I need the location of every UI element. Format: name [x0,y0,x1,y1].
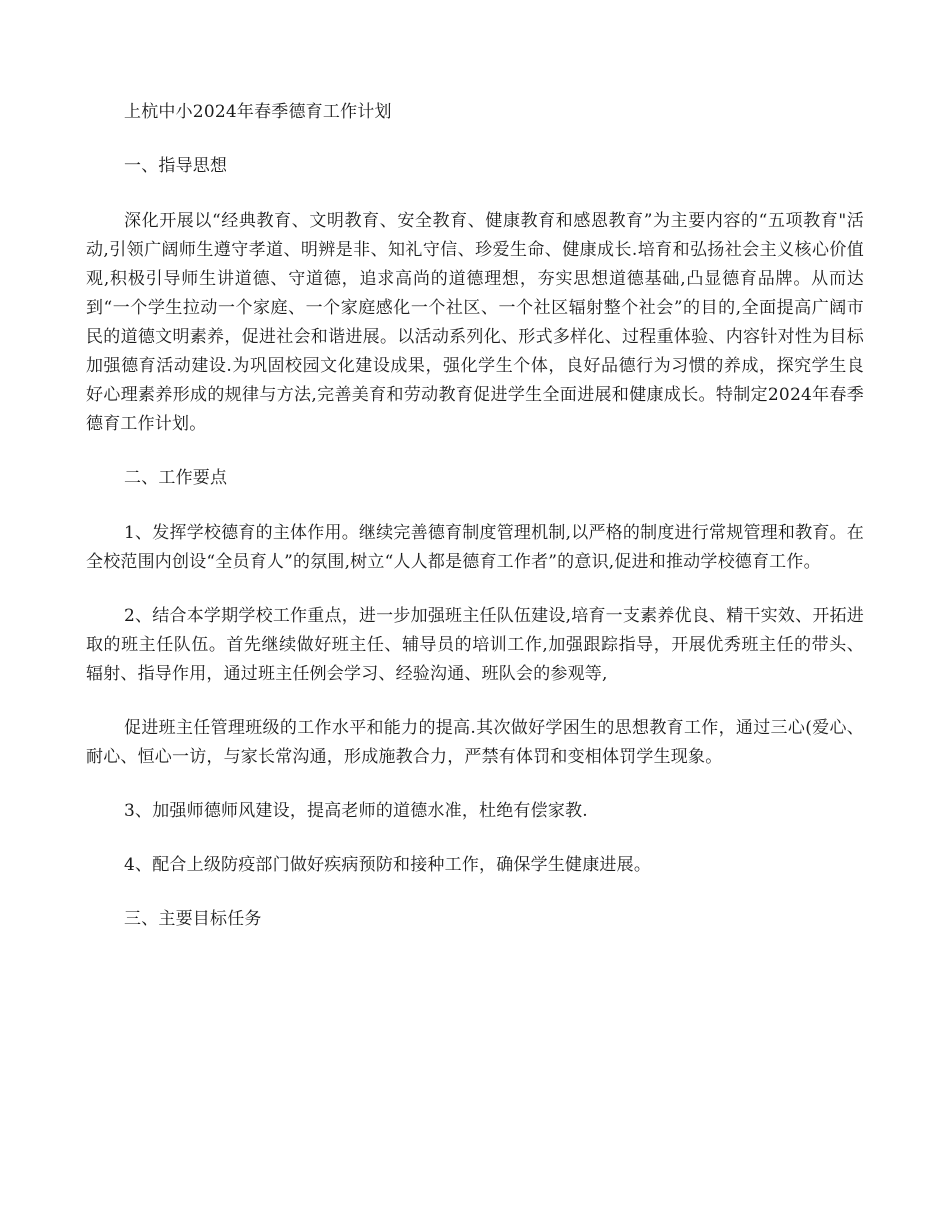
paragraph-guiding-thought: 深化开展以“经典教育、文明教育、安全教育、健康教育和感恩教育”为主要内容的“五项教育"活动,引领广阔师生遵守孝道、明辨是非、知礼守信、珍爱生命、健康成长.培育和弘扬社会主义核心价值观,积极引导师生讲道德、守道德，追求高尚的道德理想，夯实思想道德基础,凸显德育品牌。从而达到“一个学生拉动一个家庭、一个家庭感化一个社区、一个社区辐射整个社会”的目的,全面提高广阔市民的道德文明素养，促进社会和谐进展。以活动系列化、形式多样化、过程重体验、内容针对性为目标加强德育活动建设.为巩固校园文化建设成果，强化学生个体，良好品德行为习惯的养成，探究学生良好心理素养形成的规律与方法,完善美育和劳动教育促进学生全面进展和健康成长。特制定2024年春季德育工作计划。 [86,211,864,434]
document-content [86,98,864,960]
paragraph-work-point-2: 2、结合本学期学校工作重点，进一步加强班主任队伍建设,培育一支素养优良、精干实效、开拓进取的班主任队伍。首先继续做好班主任、辅导员的培训工作,加强跟踪指导，开展优秀班主任的带头、辐射、指导作用，通过班主任例会学习、经验沟通、班队会的参观等, [86,606,864,684]
paragraph-work-point-2-continued: 促进班主任管理班级的工作水平和能力的提高.其次做好学困生的思想教育工作，通过三心(爱心、耐心、恒心一访，与家长常沟通，形成施教合力，严禁有体罚和变相体罚学生现象。 [86,718,864,767]
paragraph-work-point-1: 1、发挥学校德育的主体作用。继续完善德育制度管理机制,以严格的制度进行常规管理和教育。在全校范围内创设“全员育人”的氛围,树立“人人都是德育工作者”的意识,促进和推动学校德育工作。 [86,523,864,572]
section-heading-work-points: 二、工作要点 [124,468,228,488]
paragraph-work-point-3: 3、加强师德师风建设，提高老师的道德水准，杜绝有偿家教. [124,801,588,821]
section-heading-main-targets: 三、主要目标任务 [124,909,262,929]
paragraph-work-point-4: 4、配合上级防疫部门做好疾病预防和接种工作，确保学生健康进展。 [124,855,652,875]
section-heading-guiding-thought: 一、指导思想 [124,156,228,176]
document-title: 上杭中小2024年春季德育工作计划 [124,102,392,122]
